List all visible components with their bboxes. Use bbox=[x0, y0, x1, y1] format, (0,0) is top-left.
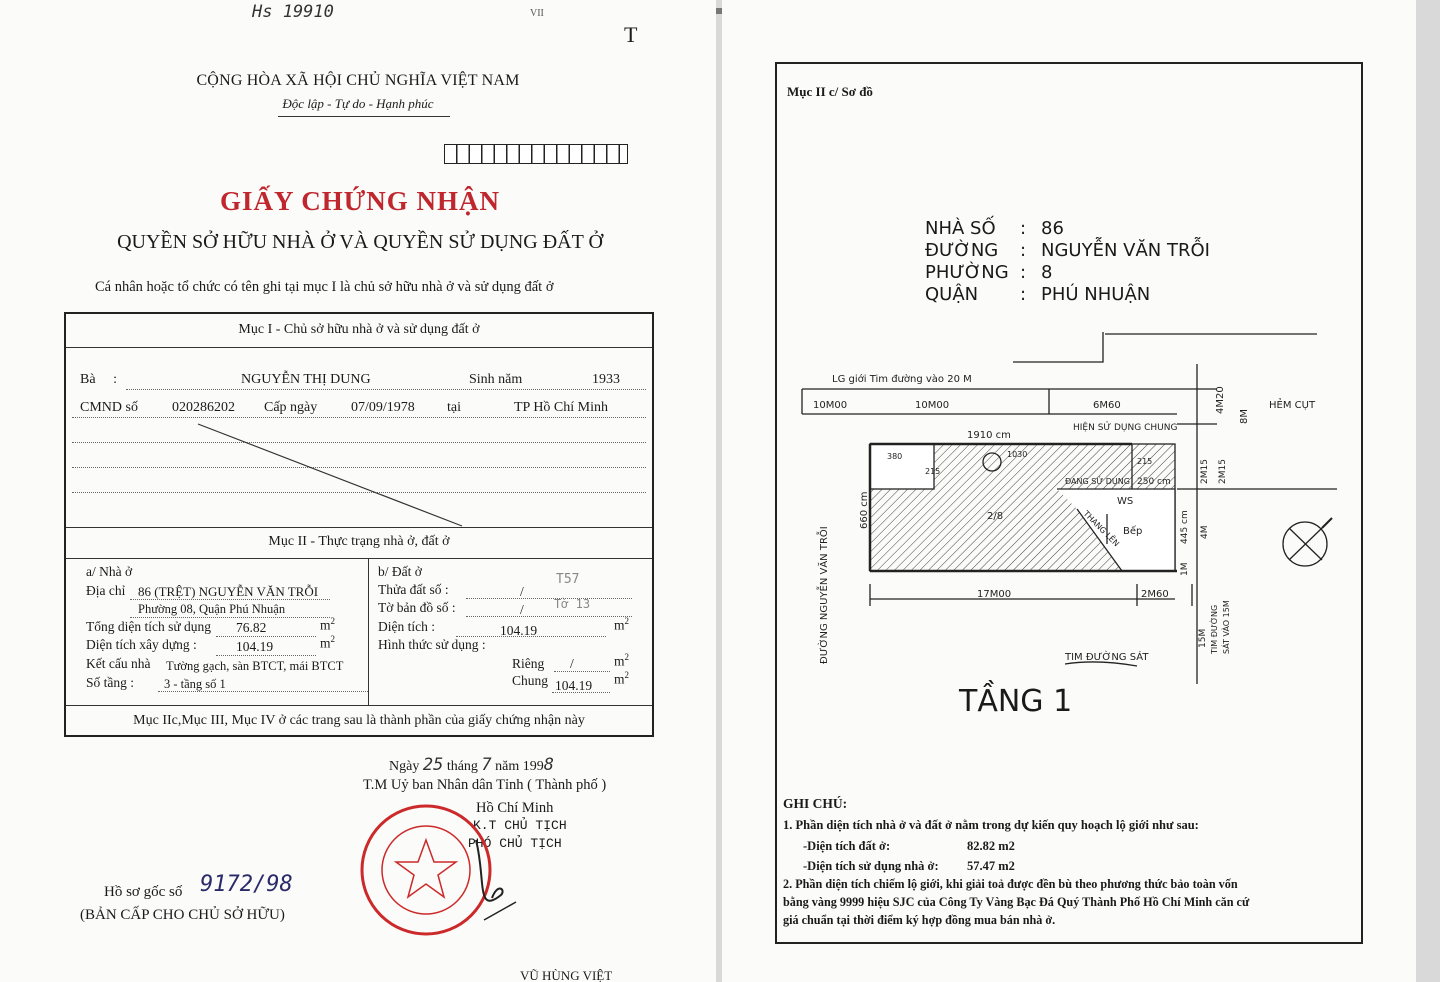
unit-sup: 2 bbox=[624, 670, 630, 680]
form-footer-note: Mục IIc,Mục III, Mục IV ở các trang sau là thành phần của giấy chứng nhận này bbox=[133, 713, 585, 728]
notes-heading: GHI CHÚ: bbox=[783, 796, 848, 811]
dim-right-top: 6M60 bbox=[1093, 400, 1121, 411]
private-label: Riêng bbox=[512, 656, 545, 671]
issue-date bbox=[389, 755, 554, 775]
salutation-label: Bà bbox=[80, 372, 96, 387]
unit-m2 bbox=[320, 634, 335, 652]
plan-section-title: Mục II c/ Sơ đồ bbox=[787, 84, 873, 99]
street-right-2: TIM ĐƯỜNG bbox=[1210, 604, 1219, 654]
built-area-label: Diện tích xây dựng : bbox=[86, 637, 197, 652]
dim-380: 380 bbox=[887, 452, 903, 461]
unit-sup: 2 bbox=[330, 616, 336, 626]
dim-215b: 215 bbox=[1137, 457, 1153, 466]
intro-text: Cá nhân hoặc tổ chức có tên ghi tại mục I là chủ sở hữu nhà ở và sử dụng đất ở bbox=[95, 279, 554, 295]
note-item1: 1. Phần diện tích nhà ở và đất ở nằm trong dự kiến quy hoạch lộ giới như sau: bbox=[783, 818, 1199, 832]
dotted-line bbox=[130, 617, 330, 618]
house-area-note-label: -Diện tích sử dụng nhà ở: bbox=[803, 859, 939, 873]
id-label: CMND số bbox=[80, 400, 138, 415]
info-sep: : bbox=[1020, 284, 1027, 305]
total-area-value: 76.82 bbox=[236, 620, 267, 635]
stair-label: THANG LÊN bbox=[1081, 509, 1121, 549]
unit: m bbox=[614, 671, 625, 687]
ws-label: WS bbox=[1117, 496, 1134, 507]
shared-label: Chung bbox=[512, 673, 549, 688]
role-line2: PHÓ CHỦ TỊCH bbox=[468, 836, 562, 851]
plot-value: / bbox=[520, 584, 524, 599]
address-label: Địa chỉ bbox=[86, 583, 126, 598]
private-value: / bbox=[570, 656, 574, 671]
certificate-subtitle: QUYỀN SỞ HỮU NHÀ Ở VÀ QUYỀN SỬ DỤNG ĐẤT Ở bbox=[117, 231, 603, 253]
issued-place: TP Hồ Chí Minh bbox=[514, 400, 608, 415]
unit: m bbox=[614, 617, 625, 633]
issued-date: 07/09/1978 bbox=[351, 400, 415, 415]
info-row-ward bbox=[925, 262, 1053, 284]
floors-label: Số tầng : bbox=[86, 675, 135, 690]
authority-line1: T.M Uỷ ban Nhân dân Tỉnh ( Thành phố ) bbox=[363, 777, 607, 793]
house-heading: a/ Nhà ở bbox=[86, 564, 133, 579]
street-right-1: 15M bbox=[1198, 628, 1208, 648]
role-line1: K.T CHỦ TỊCH bbox=[473, 818, 567, 833]
map-value: / bbox=[520, 602, 524, 617]
serial-boxes bbox=[444, 144, 628, 164]
motto: Độc lập - Tự do - Hạnh phúc bbox=[282, 96, 434, 111]
unit: m bbox=[320, 635, 331, 651]
dim-8m: 8M bbox=[1239, 409, 1250, 424]
info-value: NGUYỄN VĂN TRỖI bbox=[1041, 240, 1210, 261]
width-top: 1910 cm bbox=[967, 430, 1011, 441]
birth-year: 1933 bbox=[592, 372, 620, 387]
land-area-note-value: 82.82 m2 bbox=[967, 839, 1015, 853]
official-stamp bbox=[356, 800, 536, 945]
floor-label: TẦNG 1 bbox=[959, 684, 1073, 719]
unit-sup: 2 bbox=[330, 634, 336, 644]
date-month: 7 bbox=[481, 755, 492, 775]
country-name: CỘNG HÒA XÃ HỘI CHỦ NGHĨA VIỆT NAM bbox=[196, 72, 520, 89]
info-sep: : bbox=[1020, 218, 1027, 239]
corner-mark: VII bbox=[530, 8, 544, 19]
column-divider bbox=[368, 558, 369, 705]
land-area-label: Diện tích : bbox=[378, 619, 435, 634]
depth-left: 660 cm bbox=[859, 491, 870, 529]
handwritten-code: Hs 19910 bbox=[252, 2, 334, 22]
dotted-line bbox=[466, 598, 632, 599]
street-bottom: TIM ĐƯỜNG SÁT bbox=[1065, 652, 1149, 663]
note-item2-line1: 2. Phần diện tích chiếm lộ giới, khi giải toả được đền bù theo phương thức bảo toàn vốn bbox=[783, 877, 1238, 891]
alley-label: HẺM CỤT bbox=[1269, 400, 1316, 411]
dim-left-top: 10M00 bbox=[813, 400, 848, 411]
dotted-line bbox=[554, 671, 610, 672]
corner-mark-t: T bbox=[624, 22, 638, 47]
section2-title: Mục II - Thực trạng nhà ở, đất ở bbox=[268, 534, 450, 549]
built-area-value: 104.19 bbox=[236, 639, 274, 654]
map-handwritten: Tờ 13 bbox=[554, 597, 591, 611]
note-item2-line2: bằng vàng 9999 hiệu SJC của Công Ty Vàng Bạc Đá Quý Thành Phố Hồ Chí Minh căn cứ bbox=[783, 895, 1250, 909]
kitchen-label: Bếp bbox=[1123, 526, 1143, 537]
unit: m bbox=[320, 617, 331, 633]
info-value: 86 bbox=[1041, 218, 1064, 239]
dim-250: 250 cm bbox=[1137, 477, 1171, 487]
unit-sup: 2 bbox=[624, 652, 630, 662]
plot-label: Thửa đất số : bbox=[378, 582, 449, 597]
info-sep: : bbox=[1020, 262, 1027, 283]
unit-m2 bbox=[320, 616, 335, 634]
year-label: năm 199 bbox=[495, 759, 544, 774]
dim-2m60: 2M60 bbox=[1141, 589, 1169, 600]
certificate-title: GIẤY CHỨNG NHẬN bbox=[220, 186, 500, 216]
dossier-number: 9172/98 bbox=[200, 872, 293, 897]
divider bbox=[66, 558, 652, 559]
dotted-line bbox=[466, 616, 632, 617]
dotted-line bbox=[216, 636, 316, 637]
unit-m2 bbox=[614, 670, 629, 688]
street-right-3: SÁT VÀO 15M bbox=[1222, 600, 1231, 654]
dim-4m20: 4M20 bbox=[1215, 386, 1226, 414]
certificate-plan-page bbox=[722, 0, 1416, 982]
width-bottom: 17M00 bbox=[977, 589, 1012, 600]
info-label: NHÀ SỐ bbox=[925, 218, 996, 239]
land-heading: b/ Đất ở bbox=[378, 564, 422, 579]
land-area-value: 104.19 bbox=[500, 623, 538, 638]
shared-use-label: HIỆN SỬ DỤNG CHUNG bbox=[1073, 423, 1178, 433]
dotted-line bbox=[130, 599, 330, 600]
strike-through-line bbox=[66, 314, 652, 529]
info-value: 8 bbox=[1041, 262, 1053, 283]
date-year-digit: 8 bbox=[543, 755, 555, 775]
info-row-street bbox=[925, 240, 1210, 262]
motto-underline bbox=[278, 116, 450, 117]
info-label: QUẬN bbox=[925, 284, 979, 305]
total-area-label: Tổng diện tích sử dụng bbox=[86, 619, 212, 634]
address-line2: Phường 08, Quận Phú Nhuận bbox=[138, 602, 286, 616]
structure-value: Tường gạch, sàn BTCT, mái BTCT bbox=[166, 659, 344, 673]
signer-name: VŨ HÙNG VIỆT bbox=[520, 968, 613, 982]
unit-sup: 2 bbox=[624, 616, 630, 626]
house-area-note-value: 57.47 m2 bbox=[967, 859, 1015, 873]
info-label: ĐƯỜNG bbox=[925, 240, 999, 261]
divider bbox=[66, 705, 652, 706]
dim-2m15b: 2M15 bbox=[1218, 459, 1228, 484]
street-left: ĐƯỜNG NGUYỄN VĂN TRỖI bbox=[819, 526, 830, 664]
address-line1: 86 (TRỆT) NGUYỄN VĂN TRỖI bbox=[138, 584, 319, 599]
unit-m2 bbox=[614, 652, 629, 670]
shared-use-2: ĐANG SỬ DỤNG bbox=[1065, 477, 1130, 486]
info-value: PHÚ NHUẬN bbox=[1041, 284, 1151, 305]
dim-215a: 215 bbox=[925, 467, 941, 476]
dim-1030: 1030 bbox=[1007, 450, 1028, 459]
unit-m2 bbox=[614, 616, 629, 634]
plan-frame bbox=[775, 62, 1363, 944]
dotted-line bbox=[552, 692, 610, 693]
dotted-line bbox=[158, 691, 368, 692]
floor-plan bbox=[777, 314, 1357, 704]
info-sep: : bbox=[1020, 240, 1027, 261]
structure-label: Kết cấu nhà bbox=[86, 656, 151, 671]
date-prefix: Ngày bbox=[389, 759, 420, 774]
land-area-note-label: -Diện tích đất ở: bbox=[803, 839, 891, 853]
dotted-line bbox=[216, 655, 316, 656]
issued-label: Cấp ngày bbox=[264, 400, 318, 415]
date-day: 25 bbox=[422, 755, 444, 775]
unit: m bbox=[614, 653, 625, 669]
authority-line2: Hồ Chí Minh bbox=[476, 800, 554, 816]
info-row-house-number bbox=[925, 218, 1064, 240]
plot-handwritten: T57 bbox=[556, 572, 580, 587]
note-item2-line3: giá chuẩn tại thời điểm ký hợp đồng mua bán nhà ở. bbox=[783, 913, 1056, 927]
divider bbox=[66, 527, 652, 528]
dim-4m: 4M bbox=[1200, 525, 1210, 539]
usage-label: Hình thức sử dụng : bbox=[378, 637, 486, 652]
dossier-label: Hồ sơ gốc số bbox=[104, 884, 183, 900]
dim-1m: 1M bbox=[1180, 562, 1190, 576]
map-label: Tờ bản đồ số : bbox=[378, 600, 456, 615]
info-row-district bbox=[925, 284, 1151, 306]
section1-title: Mục I - Chủ sở hữu nhà ở và sử dụng đất ở bbox=[238, 322, 480, 337]
info-label: PHƯỜNG bbox=[925, 262, 1009, 283]
shared-value: 104.19 bbox=[555, 678, 593, 693]
dim-2m15a: 2M15 bbox=[1200, 459, 1210, 484]
id-number: 020286202 bbox=[172, 400, 235, 415]
form-box bbox=[64, 312, 654, 737]
property-info bbox=[925, 218, 1210, 306]
floors-value: 3 - tầng số 1 bbox=[164, 677, 226, 691]
dim-mid-top: 10M00 bbox=[915, 400, 950, 411]
certificate-front-page bbox=[0, 0, 716, 982]
place-label: tại bbox=[447, 400, 461, 415]
issued-to: (BẢN CẤP CHO CHỦ SỞ HỮU) bbox=[80, 907, 285, 923]
boundary-note: LG giới Tim đường vào 20 M bbox=[832, 374, 972, 385]
owner-name: NGUYỄN THỊ DUNG bbox=[241, 372, 371, 387]
room-label: 2/8 bbox=[987, 511, 1004, 522]
month-label: tháng bbox=[446, 759, 478, 774]
birth-label: Sinh năm bbox=[469, 372, 523, 387]
colon: : bbox=[113, 372, 117, 387]
dim-445: 445 cm bbox=[1180, 510, 1190, 544]
